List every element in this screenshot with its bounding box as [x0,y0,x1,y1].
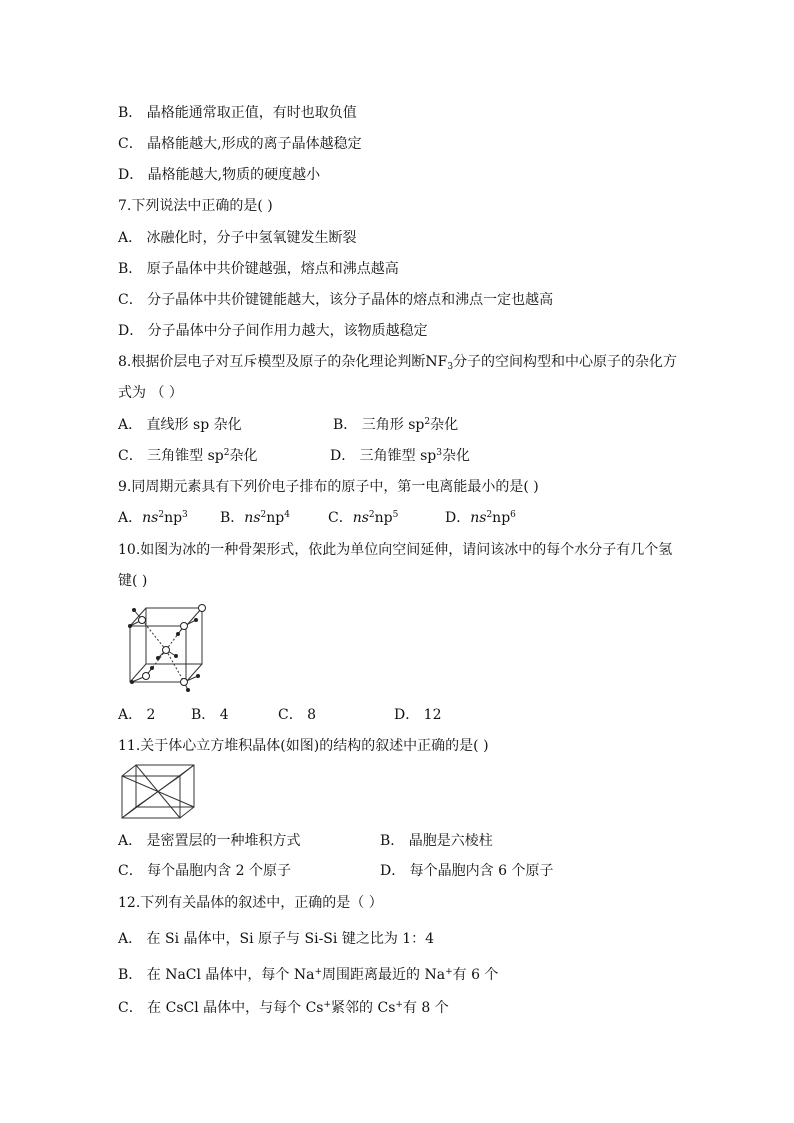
q9-option-a: A．$ns^2np^3$ [118,510,188,526]
q10-stem: 10.如图为冰的一种骨架形式，依此为单位向空间延伸，请问该冰中的每个水分子有几个氢 [118,542,673,558]
q7-option-d: D． 分子晶体中分子间作用力越大，该物质越稳定 [118,323,428,339]
q7-option-a: A． 冰融化时，分子中氢氧键发生断裂 [118,230,357,246]
q6-option-d: D． 晶格能越大,物质的硬度越小 [118,167,321,183]
q9-options [118,508,678,528]
q10-option-c: C． 8 [278,707,317,723]
q9-stem: 9.同周期元素具有下列价电子排布的原子中，第一电离能最小的是( ) [118,479,539,495]
q11-option-a: A． 是密置层的一种堆积方式 [118,833,301,849]
q8-option-c: C． 三角锥型 $sp^2$杂化 [118,448,258,464]
q10-options [118,705,678,725]
q8-option-b: B． 三角形 $sp^2$杂化 [333,417,459,433]
q7-stem: 7.下列说法中正确的是( ) [118,198,273,214]
q12-option-c: C． 在 CsCl 晶体中，与每个 Cs+紧邻的 Cs+有 8 个 [118,1000,449,1016]
q8-stem: 8.根据价层电子对互斥模型及原子的杂化理论判断$NF_3$分子的空间构型和中心原子的杂化方 [118,354,678,372]
q10-stem-line2: 键( ) [118,573,148,589]
q8-option-d: D． 三角锥型 $sp^3$杂化 [330,448,471,464]
q11-options-row1 [118,831,678,851]
q7-option-c: C． 分子晶体中共价键键能越大，该分子晶体的熔点和沸点一定也越高 [118,292,554,308]
q10-option-a: A． 2 [118,707,156,723]
bcc-cell-figure [118,762,200,822]
q8-options-row2 [118,446,678,466]
q9-option-c: C．$ns^2np^5$ [328,510,399,526]
q12-stem: 12.下列有关晶体的叙述中，正确的是（ ） [118,895,383,911]
q9-option-b: B．$ns^2np^4$ [220,510,290,526]
q11-stem: 11.关于体心立方堆积晶体(如图)的结构的叙述中正确的是( ) [118,738,489,754]
q9-option-d: D．$ns^2np^6$ [445,510,516,526]
q10-option-b: B． 4 [191,707,229,723]
q11-option-d: D． 每个晶胞内含 6 个原子 [380,863,554,879]
q11-option-b: B． 晶胞是六棱柱 [380,833,493,849]
q11-options-row2 [118,861,678,881]
q6-option-c: C． 晶格能越大,形成的离子晶体越稳定 [118,136,362,152]
q12-option-a: A． 在 Si 晶体中，Si 原子与 Si-Si 键之比为 1：4 [118,931,435,947]
q8-stem-line2: 式为 （ ） [118,385,183,401]
q10-option-d: D． 12 [394,707,442,723]
q12-option-b: B． 在 NaCl 晶体中，每个 Na+周围距离最近的 Na+有 6 个 [118,967,499,983]
ice-skeleton-figure [118,600,210,692]
q8-options-row1 [118,415,678,435]
q6-option-b: B． 晶格能通常取正值，有时也取负值 [118,105,357,121]
q11-option-c: C． 每个晶胞内含 2 个原子 [118,863,291,879]
q7-option-b: B． 原子晶体中共价键越强，熔点和沸点越高 [118,261,399,277]
q8-option-a: A． 直线形 sp 杂化 [118,417,242,433]
